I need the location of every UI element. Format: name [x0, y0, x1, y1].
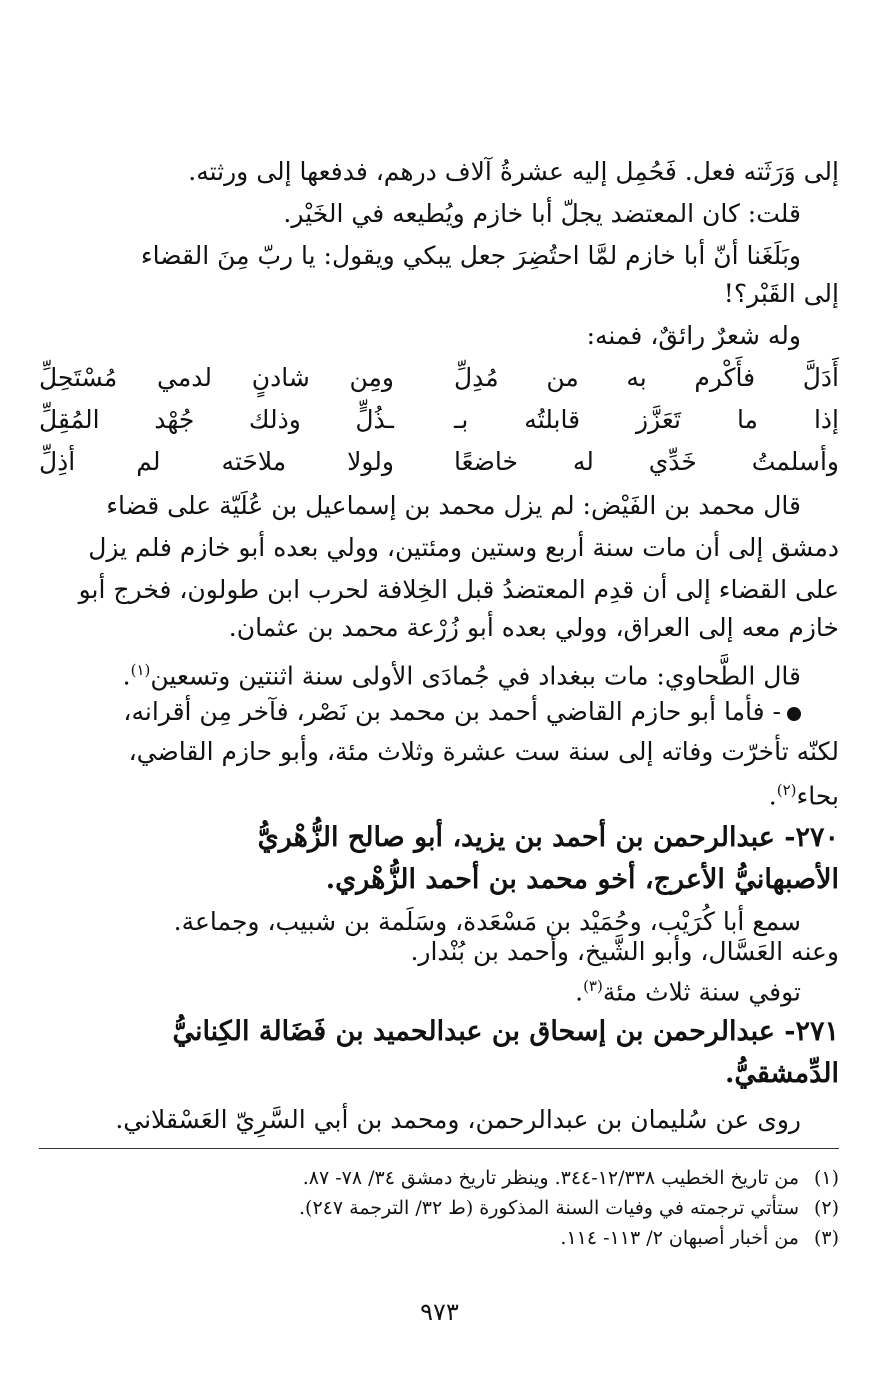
verse-2-first-hemistich: إذا ما تَعَزَّز قابلتُه بـ	[454, 405, 839, 434]
para2-line-3: على القضاء إلى أن قدِم المعتضدُ قبل الخِلافة لحرب ابن طولون، فخرج أبو	[78, 575, 839, 604]
entry-271-heading-line-2: الدِّمشقيُّ.	[724, 1058, 839, 1089]
para2-line-1: قال محمد بن الفَيْض: لم يزل محمد بن إسماعيل بن عُلَيّة على قضاء	[106, 491, 801, 520]
tahawi-period: .	[122, 661, 131, 691]
entry-270-death-text: توفي سنة ثلاث مئة	[602, 977, 801, 1007]
body-line-5: وله شعرٌ رائقٌ، فمنه:	[586, 321, 801, 350]
body-line-3: وبَلَغَنا أنّ أبا خازم لمَّا احتُضِرَ جعل يبكي ويقول: يا ربّ مِنَ القضاء	[140, 241, 801, 270]
footnote-1-text: من تاريخ الخطيب ١٢/٣٣٨-٣٤٤. وينظر تاريخ دمشق ٣٤/ ٧٨- ٨٧.	[302, 1167, 799, 1189]
tahawi-line	[39, 650, 839, 690]
entry-270-heading-line-2: الأصبهانيُّ الأعرج، أخو محمد بن أحمد الزُّهْري.	[325, 864, 839, 895]
entry-271-line: روى عن سُليمان بن عبدالرحمن، ومحمد بن أبي السَّرِيّ العَسْقلاني.	[115, 1105, 801, 1134]
verse-2-second-hemistich: ـذُلٍّ وذلك جُهْد المُقِلِّ	[39, 405, 394, 434]
body-line-4: إلى القَبْر؟!	[723, 279, 839, 308]
footnote-3-number: (٣)	[813, 1227, 839, 1249]
footnote-divider	[39, 1148, 839, 1149]
verse-3-second-hemistich: ولولا ملاحَته لم أذِلِّ	[39, 447, 394, 476]
tahawi-text: قال الطَّحاوي: مات ببغداد في جُمادَى الأولى سنة اثنتين وتسعين	[150, 661, 801, 691]
para2-line-2: دمشق إلى أن مات سنة أربع وستين ومئتين، وولي بعده أبو خازم فلم يزل	[88, 533, 839, 562]
footnote-2-text: ستأتي ترجمته في وفيات السنة المذكورة (ط ٣٢/ الترجمة ٢٤٧).	[299, 1197, 799, 1219]
note-last-text: بحاء	[796, 781, 839, 811]
verse-3-first-hemistich: وأسلمتُ خَدِّي له خاضعًا	[454, 447, 839, 476]
note-line-3	[39, 770, 839, 810]
note-line-2: لكنّه تأخرّت وفاته إلى سنة ست عشرة وثلاث مئة، وأبو حازم القاضي،	[128, 737, 839, 766]
verse-1-first-hemistich: أَدَلَّ فأَكْرم به من مُدِلِّ	[454, 363, 839, 392]
footnote-ref-2[interactable]: (٢)	[776, 781, 797, 799]
footnote-ref-3[interactable]: (٣)	[583, 977, 603, 995]
entry-271-heading-line-1: ٢٧١- عبدالرحمن بن إسحاق بن عبدالحميد بن فَضَالة الكِنانيُّ	[172, 1016, 839, 1047]
footnote-2-number: (٢)	[813, 1197, 839, 1219]
entry-270-line-1: سمع أبا كُرَيْب، وحُمَيْد بن مَسْعَدة، وسَلَمة بن شبيب، وجماعة.	[173, 907, 801, 936]
poem-verse-1	[39, 358, 839, 398]
footnote-ref-1[interactable]: (١)	[130, 661, 151, 679]
footnote-1	[39, 1164, 839, 1192]
body-line-1: إلى وَرَثَته فعل. فَحُمِل إليه عشرةُ آلاف درهم، فدفعها إلى ورثته.	[188, 157, 839, 186]
entry-270-death-period: .	[575, 977, 584, 1007]
poem-verse-2	[39, 400, 839, 440]
footnote-3-text: من أخبار أصبهان ٢/ ١١٣- ١١٤.	[560, 1227, 799, 1249]
page-number: ٩٧٣	[420, 1298, 459, 1326]
bullet-icon	[787, 707, 801, 721]
poem-verse-3	[39, 442, 839, 482]
entry-270-death-line	[39, 966, 839, 1006]
note-period: .	[768, 781, 777, 811]
footnote-1-number: (١)	[813, 1167, 839, 1189]
entry-270-line-2: وعنه العَسَّال، وأبو الشَّيخ، وأحمد بن بُنْدار.	[410, 937, 839, 966]
para2-line-4: خازم معه إلى العراق، وولي بعده أبو زُرْعة محمد بن عثمان.	[228, 613, 839, 642]
footnote-2	[39, 1194, 839, 1222]
footnote-3	[39, 1224, 839, 1252]
verse-1-second-hemistich: ومِن شادنٍ لدمي مُسْتَحِلِّ	[39, 363, 394, 392]
note-line-1	[39, 692, 839, 732]
note-text-1: - فأما أبو حازم القاضي أحمد بن محمد بن نَصْر، فآخر مِن أقرانه،	[123, 697, 781, 726]
body-line-2: قلت: كان المعتضد يجلّ أبا خازم ويُطيعه في الخَيْر.	[283, 199, 801, 228]
entry-270-heading-line-1: ٢٧٠- عبدالرحمن بن أحمد بن يزيد، أبو صالح الزُّهْريُّ	[257, 822, 839, 853]
